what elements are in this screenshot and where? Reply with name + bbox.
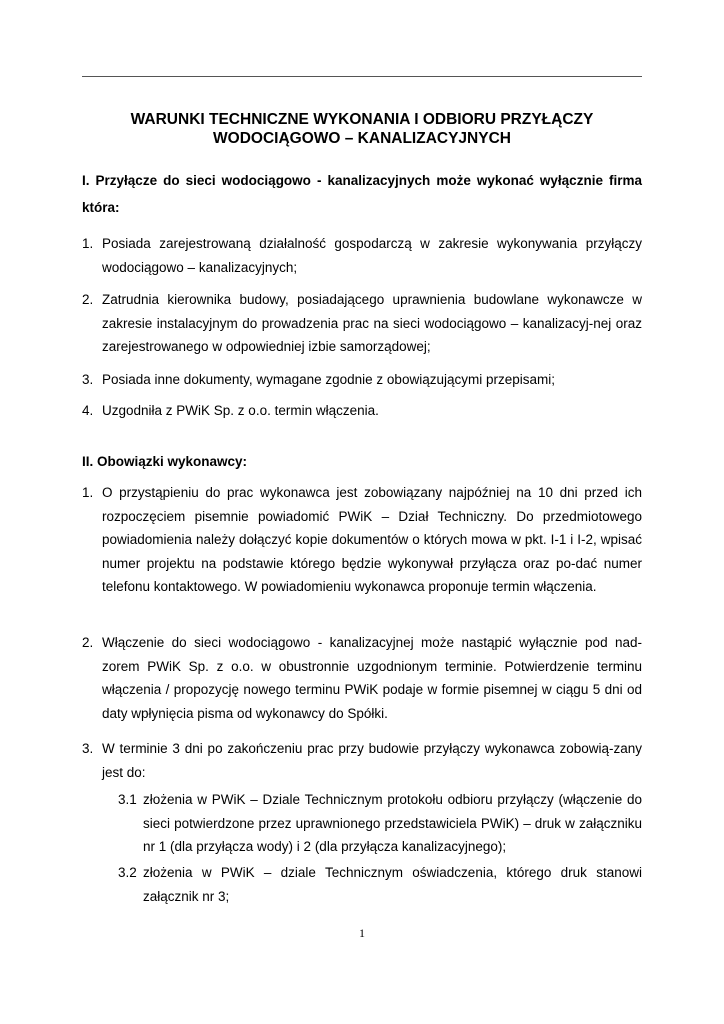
list-item <box>82 288 642 359</box>
list-item <box>82 631 642 725</box>
list-item-text: Uzgodniła z PWiK Sp. z o.o. termin włączenia. <box>102 403 379 418</box>
sub-list-item-text: złożenia w PWiK – Dziale Technicznym protokołu odbioru przyłączy (włączenie do sieci potwierdzone przez uprawnionego przedstawiciela PWiK) – druk w załączniku nr 1 (dla przyłącza wody) i 2 (dla przyłącza kanalizacyjnego); <box>143 792 642 855</box>
sub-list-item-number: 3.2 <box>118 865 137 880</box>
section-2-heading: II. Obowiązki wykonawcy: <box>82 454 248 469</box>
list-item <box>82 368 642 392</box>
section-1-heading: I. Przyłącze do sieci wodociągowo - kanalizacyjnych może wykonać wyłącznie firma która: <box>82 173 642 215</box>
list-item-text: O przystąpieniu do prac wykonawca jest zobowiązany najpóźniej na 10 dni przed ich rozpoczęciem pisemnie powiadomić PWiK – Dział Techniczny. Do przedmiotowego powiadomienia należy dołączyć kopie dokumentów o których mowa w pkt. I-1 i I-2, wpisać numer projektu na podstawie którego będzie wykonywał przyłącza oraz po-dać numer telefonu kontaktowego. W powiadomieniu wykonawca proponuje termin włączenia. <box>102 485 642 595</box>
list-item-text: Włączenie do sieci wodociągowo - kanalizacyjnej może nastąpić wyłącznie pod nad-zorem PWiK Sp. z o.o. w obustronnie uzgodnionym terminie. Potwierdzenie terminu włączenia / propozycję nowego terminu PWiK podaje w formie pisemnej w ciągu 5 dni od daty wpłynięcia pisma od wykonawcy do Spółki. <box>102 635 642 721</box>
list-item-number: 3. <box>82 372 94 387</box>
sub-list-item-text: złożenia w PWiK – dziale Technicznym oświadczenia, którego druk stanowi załącznik nr 3; <box>143 865 642 904</box>
list-item-text: Posiada inne dokumenty, wymagane zgodnie z obowiązującymi przepisami; <box>102 372 555 387</box>
title-line-1: WARUNKI TECHNICZNE WYKONANIA I ODBIORU PRZYŁĄCZY <box>130 111 594 128</box>
sub-list-item <box>118 861 642 908</box>
list-item-number: 1. <box>82 236 94 251</box>
list-item-number: 2. <box>82 292 94 307</box>
list-item <box>82 232 642 279</box>
list-item-number: 4. <box>82 403 94 418</box>
list-item-text: W terminie 3 dni po zakończeniu prac przy budowie przyłączy wykonawca zobowią-zany jest do: <box>102 741 642 780</box>
header-rule <box>82 76 642 77</box>
list-item-number: 1. <box>82 485 94 500</box>
list-item <box>82 399 642 423</box>
list-item-text: Posiada zarejestrowaną działalność gospodarczą w zakresie wykonywania przyłączy wodociągowo – kanalizacyjnych; <box>102 236 642 275</box>
list-item-text: Zatrudnia kierownika budowy, posiadającego uprawnienia budowlane wykonawcze w zakresie instalacyjnym do prowadzenia prac na sieci wodociągowo – kanalizacyj-nej oraz zarejestrowanego w odpowiedniej izbie samorządowej; <box>102 292 642 355</box>
list-item-number: 3. <box>82 741 94 756</box>
list-item-number: 2. <box>82 635 94 650</box>
title-line-2: WODOCIĄGOWO – KANALIZACYJNYCH <box>213 130 511 147</box>
page-number: 1 <box>359 926 365 940</box>
sub-list-item <box>118 788 642 859</box>
list-item <box>82 737 642 784</box>
list-item <box>82 481 642 599</box>
sub-list-item-number: 3.1 <box>118 792 137 807</box>
document-title <box>82 110 642 148</box>
